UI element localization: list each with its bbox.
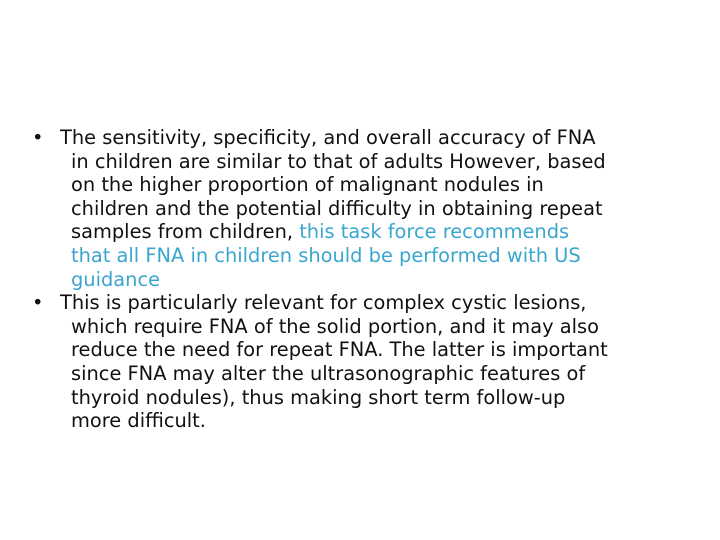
bullet-line: on the higher proportion of malignant nodules in	[71, 173, 544, 197]
bullet-list	[32, 126, 720, 433]
bullet-line: children and the potential difficulty in obtaining repeat	[71, 196, 603, 220]
highlighted-line: that all FNA in children should be performed with US	[71, 243, 581, 267]
bullet-line: The sensitivity, specificity, and overall accuracy of FNA	[60, 126, 596, 149]
bullet-line: since FNA may alter the ultrasonographic features of	[71, 361, 586, 385]
bullet-line: in children are similar to that of adults However, based	[71, 149, 606, 173]
highlighted-line: guidance	[71, 267, 161, 291]
bullet-line	[71, 220, 720, 244]
bullet-line: which require FNA of the solid portion, and it may also	[71, 314, 599, 338]
bullet-icon: •	[32, 126, 44, 149]
bullet-line: thyroid nodules), thus making short term follow-up	[71, 385, 566, 409]
bullet-line: This is particularly relevant for complex cystic lesions,	[60, 291, 587, 315]
bullet-line: reduce the need for repeat FNA. The latter is important	[71, 338, 608, 362]
bullet-text: samples from children,	[71, 220, 300, 244]
bullet-item-2	[32, 291, 720, 433]
bullet-line: more difficult.	[71, 409, 206, 433]
bullet-item-1	[32, 126, 720, 291]
bullet-icon: •	[32, 291, 44, 315]
highlighted-text: this task force recommends	[299, 220, 570, 244]
